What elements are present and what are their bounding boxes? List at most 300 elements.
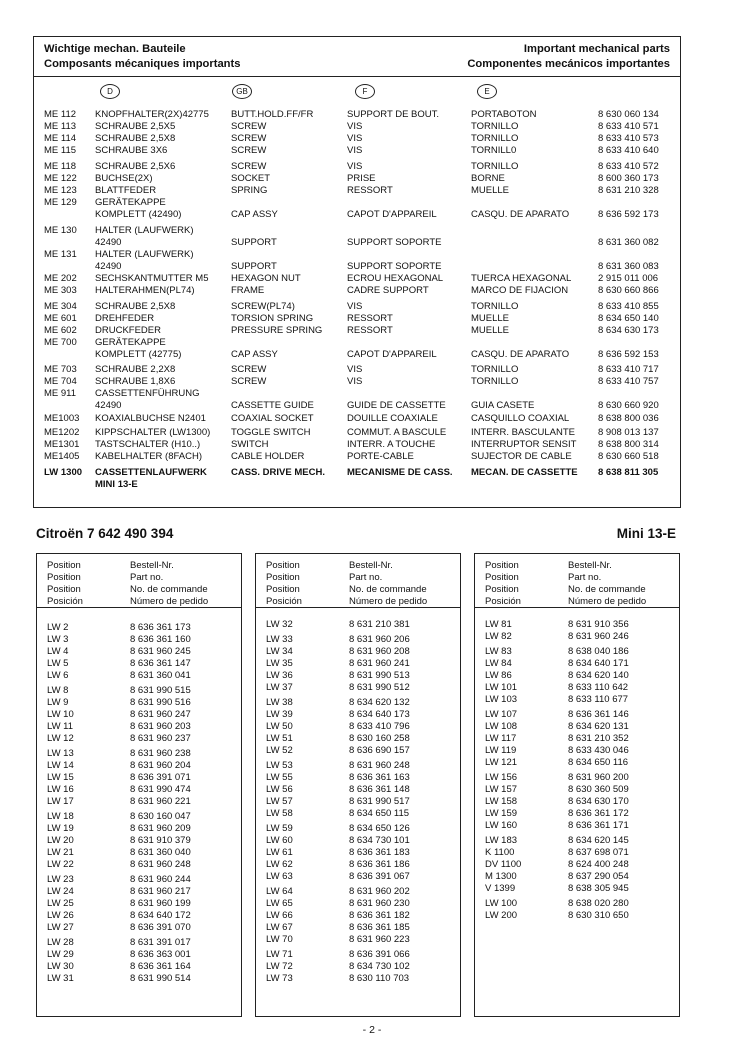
cell-position: LW 52 bbox=[266, 745, 293, 756]
cell-fr: CAPOT D'APPAREIL bbox=[347, 349, 437, 360]
cell-position: LW 11 bbox=[47, 721, 74, 732]
cell-pos: ME 304 bbox=[44, 301, 77, 312]
cell-position: LW 158 bbox=[485, 796, 518, 807]
cell-no: 8 633 410 572 bbox=[598, 161, 659, 172]
cell-order-no: 8 631 960 230 bbox=[349, 898, 410, 909]
header-title-en: Important mechanical parts bbox=[523, 43, 670, 55]
cell-de: SCHRAUBE 2,5X6 bbox=[95, 161, 176, 172]
cell-position: LW 24 bbox=[47, 886, 74, 897]
cell-order-no: 8 636 361 146 bbox=[568, 709, 629, 720]
header-order-no: Bestell-Nr. bbox=[349, 560, 393, 571]
cell-position: LW 3 bbox=[47, 634, 69, 645]
cell-no: 8 631 210 328 bbox=[598, 185, 659, 196]
cell-order-no: 8 631 210 352 bbox=[568, 733, 629, 744]
cell-fr: SUPPORT SOPORTE bbox=[347, 261, 442, 272]
header-position: Posición bbox=[47, 596, 83, 607]
cell-position: LW 53 bbox=[266, 760, 293, 771]
cell-pos: ME1405 bbox=[44, 451, 80, 462]
cell-order-no: 8 631 990 516 bbox=[130, 697, 191, 708]
cell-de: SCHRAUBE 2,5X8 bbox=[95, 133, 176, 144]
cell-order-no: 8 636 391 070 bbox=[130, 922, 191, 933]
cell-es: TORNILL0 bbox=[471, 145, 517, 156]
cell-position: LW 14 bbox=[47, 760, 74, 771]
header-title-de: Wichtige mechan. Bauteile bbox=[44, 43, 186, 55]
header-position: Posición bbox=[485, 596, 521, 607]
cell-no: 8 633 410 717 bbox=[598, 364, 659, 375]
header-title-fr: Composants mécaniques importants bbox=[44, 58, 241, 70]
cell-order-no: 8 634 730 102 bbox=[349, 961, 410, 972]
cell-en: BUTT.HOLD.FF/FR bbox=[231, 109, 314, 120]
lang-badge-de: D bbox=[100, 84, 120, 99]
cell-position: LW 65 bbox=[266, 898, 293, 909]
cell-position: LW 50 bbox=[266, 721, 293, 732]
cell-en: SCREW bbox=[231, 376, 267, 387]
cell-en: SCREW bbox=[231, 121, 267, 132]
cell-pos: ME 202 bbox=[44, 273, 77, 284]
cell-order-no: 8 634 650 126 bbox=[349, 823, 410, 834]
cell-es: CASQUILLO COAXIAL bbox=[471, 413, 570, 424]
mechanical-parts-box bbox=[33, 36, 681, 508]
cell-en: SCREW bbox=[231, 364, 267, 375]
header-position: Position bbox=[485, 560, 519, 571]
cell-order-no: 8 631 960 203 bbox=[130, 721, 191, 732]
cell-order-no: 8 636 361 172 bbox=[568, 808, 629, 819]
header-position: Position bbox=[485, 584, 519, 595]
cell-position: LW 84 bbox=[485, 658, 512, 669]
header-divider bbox=[34, 76, 680, 77]
cell-position: LW 2 bbox=[47, 622, 69, 633]
cell-position: LW 83 bbox=[485, 646, 512, 657]
cell-order-no: 8 631 960 247 bbox=[130, 709, 191, 720]
cell-order-no: 8 636 361 185 bbox=[349, 922, 410, 933]
cell-order-no: 8 631 910 356 bbox=[568, 619, 629, 630]
cell-no: 8 631 360 082 bbox=[598, 237, 659, 248]
cell-position: LW 31 bbox=[47, 973, 74, 984]
cell-position: LW 39 bbox=[266, 709, 293, 720]
cell-position: V 1399 bbox=[485, 883, 516, 894]
cell-en: PRESSURE SPRING bbox=[231, 325, 323, 336]
cell-position: LW 70 bbox=[266, 934, 293, 945]
cell-fr: RESSORT bbox=[347, 185, 393, 196]
cell-pos: ME 113 bbox=[44, 121, 77, 132]
cell-de: BLATTFEDER bbox=[95, 185, 157, 196]
parts-table-2 bbox=[255, 553, 461, 1017]
cell-fr: COMMUT. A BASCULE bbox=[347, 427, 447, 438]
cell-fr: RESSORT bbox=[347, 325, 393, 336]
cell-order-no: 8 636 361 148 bbox=[349, 784, 410, 795]
cell-order-no: 8 631 960 206 bbox=[349, 634, 410, 645]
cell-position: LW 183 bbox=[485, 835, 518, 846]
cell-position: LW 10 bbox=[47, 709, 74, 720]
cell-order-no: 8 634 630 170 bbox=[568, 796, 629, 807]
cell-de: DREHFEDER bbox=[95, 313, 155, 324]
cell-fr: VIS bbox=[347, 121, 363, 132]
cell-de: SECHSKANTMUTTER M5 bbox=[95, 273, 209, 284]
cell-order-no: 8 634 640 171 bbox=[568, 658, 629, 669]
lang-badge-gb: GB bbox=[232, 84, 252, 99]
cell-de: GERÄTEKAPPE bbox=[95, 197, 166, 208]
cell-position: LW 36 bbox=[266, 670, 293, 681]
header-order-no: Número de pedido bbox=[568, 596, 647, 607]
cell-pos: ME1301 bbox=[44, 439, 80, 450]
cell-position: LW 22 bbox=[47, 859, 74, 870]
cell-no: 8 638 800 314 bbox=[598, 439, 659, 450]
cell-position: LW 16 bbox=[47, 784, 74, 795]
cell-position: LW 38 bbox=[266, 697, 293, 708]
cell-position: LW 108 bbox=[485, 721, 518, 732]
cell-order-no: 8 631 960 209 bbox=[130, 823, 191, 834]
cell-de: HALTERAHMEN(PL74) bbox=[95, 285, 195, 296]
cell-es: GUIA CASETE bbox=[471, 400, 535, 411]
cell-pos: ME 602 bbox=[44, 325, 77, 336]
cell-de: KOMPLETT (42775) bbox=[95, 349, 182, 360]
cell-order-no: 8 631 960 208 bbox=[349, 646, 410, 657]
cell-no: 8 600 360 173 bbox=[598, 173, 659, 184]
cell-order-no: 8 631 960 245 bbox=[130, 646, 191, 657]
cell-de: 42490 bbox=[95, 400, 122, 411]
cell-no: 8 633 410 573 bbox=[598, 133, 659, 144]
cell-order-no: 8 636 690 157 bbox=[349, 745, 410, 756]
cell-order-no: 8 634 620 132 bbox=[349, 697, 410, 708]
cell-position: LW 86 bbox=[485, 670, 512, 681]
cell-fr: DOUILLE COAXIALE bbox=[347, 413, 438, 424]
cell-pos: ME1202 bbox=[44, 427, 80, 438]
cell-position: LW 6 bbox=[47, 670, 69, 681]
cell-pos: ME 112 bbox=[44, 109, 77, 120]
header-right bbox=[467, 42, 670, 72]
cell-order-no: 8 636 361 164 bbox=[130, 961, 191, 972]
cell-order-no: 8 636 391 071 bbox=[130, 772, 191, 783]
cell-de: KABELHALTER (8FACH) bbox=[95, 451, 202, 462]
cell-de: DRUCKFEDER bbox=[95, 325, 161, 336]
cell-position: LW 32 bbox=[266, 619, 293, 630]
cell-pos: ME 129 bbox=[44, 197, 77, 208]
cell-fr: SUPPORT DE BOUT. bbox=[347, 109, 440, 120]
cell-position: LW 101 bbox=[485, 682, 518, 693]
cell-position: LW 81 bbox=[485, 619, 512, 630]
cell-position: LW 107 bbox=[485, 709, 518, 720]
cell-no: 8 630 660 866 bbox=[598, 285, 659, 296]
cell-no: 8 633 410 571 bbox=[598, 121, 659, 132]
cell-position: LW 55 bbox=[266, 772, 293, 783]
cell-order-no: 8 631 990 474 bbox=[130, 784, 191, 795]
cell-es: MECAN. DE CASSETTE bbox=[471, 467, 578, 478]
cell-position: LW 30 bbox=[47, 961, 74, 972]
cell-position: DV 1100 bbox=[485, 859, 522, 870]
cell-position: LW 28 bbox=[47, 937, 74, 948]
cell-order-no: 8 636 391 066 bbox=[349, 949, 410, 960]
cell-de: HALTER (LAUFWERK) bbox=[95, 225, 194, 236]
cell-order-no: 8 634 620 145 bbox=[568, 835, 629, 846]
cell-order-no: 8 634 620 140 bbox=[568, 670, 629, 681]
cell-order-no: 8 631 910 379 bbox=[130, 835, 191, 846]
cell-order-no: 8 631 990 517 bbox=[349, 796, 410, 807]
cell-order-no: 8 636 361 171 bbox=[568, 820, 629, 831]
cell-position: LW 59 bbox=[266, 823, 293, 834]
cell-de: MINI 13-E bbox=[95, 479, 138, 490]
cell-order-no: 8 638 020 280 bbox=[568, 898, 629, 909]
cell-order-no: 8 631 990 514 bbox=[130, 973, 191, 984]
cell-order-no: 8 631 360 041 bbox=[130, 670, 191, 681]
cell-es: TUERCA HEXAGONAL bbox=[471, 273, 572, 284]
cell-order-no: 8 636 361 186 bbox=[349, 859, 410, 870]
cell-order-no: 8 634 650 116 bbox=[568, 757, 629, 768]
cell-no: 8 631 360 083 bbox=[598, 261, 659, 272]
cell-pos: ME 911 bbox=[44, 388, 77, 399]
cell-position: LW 103 bbox=[485, 694, 518, 705]
cell-order-no: 8 638 305 945 bbox=[568, 883, 629, 894]
cell-es: MUELLE bbox=[471, 325, 510, 336]
cell-fr: VIS bbox=[347, 133, 363, 144]
cell-de: TASTSCHALTER (H10..) bbox=[95, 439, 201, 450]
cell-order-no: 8 630 360 509 bbox=[568, 784, 629, 795]
cell-de: KNOPFHALTER(2X)42775 bbox=[95, 109, 209, 120]
cell-fr: RESSORT bbox=[347, 313, 393, 324]
cell-no: 8 636 592 173 bbox=[598, 209, 659, 220]
cell-order-no: 8 633 430 046 bbox=[568, 745, 629, 756]
cell-position: LW 20 bbox=[47, 835, 74, 846]
cell-position: LW 23 bbox=[47, 874, 74, 885]
cell-de: SCHRAUBE 2,2X8 bbox=[95, 364, 176, 375]
cell-es: BORNE bbox=[471, 173, 505, 184]
cell-fr: VIS bbox=[347, 161, 363, 172]
cell-position: LW 27 bbox=[47, 922, 74, 933]
cell-no: 8 634 650 140 bbox=[598, 313, 659, 324]
cell-es: MARCO DE FIJACION bbox=[471, 285, 569, 296]
header-order-no: Part no. bbox=[130, 572, 164, 583]
cell-order-no: 8 631 960 241 bbox=[349, 658, 410, 669]
cell-fr: VIS bbox=[347, 364, 363, 375]
cell-de: 42490 bbox=[95, 237, 122, 248]
cell-position: LW 119 bbox=[485, 745, 517, 756]
cell-en: TORSION SPRING bbox=[231, 313, 314, 324]
cell-order-no: 8 631 990 515 bbox=[130, 685, 191, 696]
cell-order-no: 8 636 361 147 bbox=[130, 658, 191, 669]
cell-es: SUJECTOR DE CABLE bbox=[471, 451, 572, 462]
cell-position: LW 72 bbox=[266, 961, 293, 972]
cell-pos: ME 123 bbox=[44, 185, 77, 196]
header-order-no: Part no. bbox=[349, 572, 383, 583]
cell-es: TORNILLO bbox=[471, 301, 519, 312]
cell-order-no: 8 631 990 512 bbox=[349, 682, 410, 693]
cell-no: 8 634 630 173 bbox=[598, 325, 659, 336]
cell-en: TOGGLE SWITCH bbox=[231, 427, 311, 438]
cell-en: SUPPORT bbox=[231, 237, 277, 248]
cell-es: PORTABOTON bbox=[471, 109, 537, 120]
cell-pos: ME 700 bbox=[44, 337, 77, 348]
cell-fr: INTERR. A TOUCHE bbox=[347, 439, 436, 450]
cell-fr: VIS bbox=[347, 145, 363, 156]
cell-position: LW 13 bbox=[47, 748, 74, 759]
cell-en: CABLE HOLDER bbox=[231, 451, 305, 462]
cell-position: LW 64 bbox=[266, 886, 293, 897]
cell-position: K 1100 bbox=[485, 847, 515, 858]
cell-position: LW 159 bbox=[485, 808, 518, 819]
header-order-no: No. de commande bbox=[568, 584, 646, 595]
cell-order-no: 8 631 960 246 bbox=[568, 631, 629, 642]
cell-order-no: 8 633 110 642 bbox=[568, 682, 629, 693]
cell-order-no: 8 631 990 513 bbox=[349, 670, 410, 681]
cell-position: LW 18 bbox=[47, 811, 74, 822]
cell-position: LW 63 bbox=[266, 871, 293, 882]
cell-de: GERÄTEKAPPE bbox=[95, 337, 166, 348]
cell-order-no: 8 636 361 183 bbox=[349, 847, 410, 858]
cell-position: LW 73 bbox=[266, 973, 293, 984]
cell-order-no: 8 633 410 796 bbox=[349, 721, 410, 732]
cell-order-no: 8 631 960 238 bbox=[130, 748, 191, 759]
cell-es: MUELLE bbox=[471, 185, 510, 196]
cell-position: LW 8 bbox=[47, 685, 69, 696]
cell-en: SUPPORT bbox=[231, 261, 277, 272]
cell-order-no: 8 630 160 258 bbox=[349, 733, 410, 744]
cell-position: LW 82 bbox=[485, 631, 512, 642]
header-order-no: Part no. bbox=[568, 572, 602, 583]
cell-fr: PORTE-CABLE bbox=[347, 451, 414, 462]
cell-pos: ME 303 bbox=[44, 285, 77, 296]
cell-en: CASS. DRIVE MECH. bbox=[231, 467, 325, 478]
cell-en: CAP ASSY bbox=[231, 209, 278, 220]
parts-table-1 bbox=[36, 553, 242, 1017]
cell-es: INTERR. BASCULANTE bbox=[471, 427, 575, 438]
cell-order-no: 8 631 960 248 bbox=[349, 760, 410, 771]
cell-position: LW 61 bbox=[266, 847, 293, 858]
cell-fr: PRISE bbox=[347, 173, 376, 184]
cell-no: 8 638 800 036 bbox=[598, 413, 659, 424]
cell-en: CASSETTE GUIDE bbox=[231, 400, 314, 411]
cell-de: SCHRAUBE 1,8X6 bbox=[95, 376, 176, 387]
cell-pos: ME1003 bbox=[44, 413, 80, 424]
header-position: Position bbox=[266, 560, 300, 571]
cell-no: 8 633 410 757 bbox=[598, 376, 659, 387]
cell-en: SCREW(PL74) bbox=[231, 301, 295, 312]
cell-no: 8 638 811 305 bbox=[598, 467, 659, 478]
header-order-no: Número de pedido bbox=[349, 596, 428, 607]
cell-fr: MECANISME DE CASS. bbox=[347, 467, 453, 478]
cell-position: LW 17 bbox=[47, 796, 74, 807]
product-title: Citroën 7 642 490 394 bbox=[36, 526, 174, 541]
cell-order-no: 8 624 400 248 bbox=[568, 859, 629, 870]
cell-pos: ME 122 bbox=[44, 173, 77, 184]
cell-order-no: 8 631 960 204 bbox=[130, 760, 191, 771]
cell-position: LW 67 bbox=[266, 922, 293, 933]
cell-no: 8 633 410 640 bbox=[598, 145, 659, 156]
cell-pos: ME 130 bbox=[44, 225, 77, 236]
cell-order-no: 8 636 361 160 bbox=[130, 634, 191, 645]
cell-position: LW 58 bbox=[266, 808, 293, 819]
cell-en: SOCKET bbox=[231, 173, 271, 184]
cell-order-no: 8 633 110 677 bbox=[568, 694, 629, 705]
cell-order-no: 8 636 361 163 bbox=[349, 772, 410, 783]
cell-position: LW 9 bbox=[47, 697, 69, 708]
header-order-no: Número de pedido bbox=[130, 596, 209, 607]
cell-es: TORNILLO bbox=[471, 364, 519, 375]
cell-es: CASQU. DE APARATO bbox=[471, 349, 570, 360]
header-position: Position bbox=[485, 572, 519, 583]
cell-order-no: 8 631 391 017 bbox=[130, 937, 191, 948]
cell-position: LW 156 bbox=[485, 772, 518, 783]
cell-position: LW 66 bbox=[266, 910, 293, 921]
cell-order-no: 8 636 391 067 bbox=[349, 871, 410, 882]
cell-fr: ECROU HEXAGONAL bbox=[347, 273, 444, 284]
cell-en: HEXAGON NUT bbox=[231, 273, 301, 284]
cell-position: LW 37 bbox=[266, 682, 293, 693]
cell-position: LW 29 bbox=[47, 949, 74, 960]
cell-order-no: 8 630 310 650 bbox=[568, 910, 629, 921]
cell-order-no: 8 637 698 071 bbox=[568, 847, 629, 858]
cell-pos: ME 114 bbox=[44, 133, 77, 144]
cell-order-no: 8 637 290 054 bbox=[568, 871, 629, 882]
cell-position: LW 117 bbox=[485, 733, 517, 744]
cell-de: BUCHSE(2X) bbox=[95, 173, 153, 184]
cell-order-no: 8 630 110 703 bbox=[349, 973, 410, 984]
cell-es: TORNILLO bbox=[471, 121, 519, 132]
cell-no: 8 636 592 153 bbox=[598, 349, 659, 360]
cell-position: LW 157 bbox=[485, 784, 518, 795]
cell-position: LW 26 bbox=[47, 910, 74, 921]
cell-es: MUELLE bbox=[471, 313, 510, 324]
cell-position: LW 51 bbox=[266, 733, 293, 744]
cell-position: LW 57 bbox=[266, 796, 293, 807]
cell-de: KOAXIALBUCHSE N2401 bbox=[95, 413, 206, 424]
cell-de: SCHRAUBE 2,5X5 bbox=[95, 121, 176, 132]
cell-order-no: 8 631 210 381 bbox=[349, 619, 410, 630]
cell-order-no: 8 631 960 202 bbox=[349, 886, 410, 897]
cell-order-no: 8 631 960 221 bbox=[130, 796, 191, 807]
cell-fr: CADRE SUPPORT bbox=[347, 285, 429, 296]
cell-position: LW 5 bbox=[47, 658, 69, 669]
cell-position: LW 100 bbox=[485, 898, 518, 909]
cell-position: LW 21 bbox=[47, 847, 74, 858]
cell-position: LW 25 bbox=[47, 898, 74, 909]
cell-order-no: 8 631 960 199 bbox=[130, 898, 191, 909]
cell-en: SWITCH bbox=[231, 439, 269, 450]
cell-order-no: 8 631 960 217 bbox=[130, 886, 191, 897]
cell-de: SCHRAUBE 3X6 bbox=[95, 145, 168, 156]
header-position: Position bbox=[47, 584, 81, 595]
cell-position: LW 62 bbox=[266, 859, 293, 870]
header-order-no: Bestell-Nr. bbox=[130, 560, 174, 571]
header-title-es: Componentes mecánicos importantes bbox=[467, 58, 670, 70]
cell-pos: ME 703 bbox=[44, 364, 77, 375]
parts-table-3 bbox=[474, 553, 680, 1017]
cell-de: KIPPSCHALTER (LW1300) bbox=[95, 427, 211, 438]
cell-order-no: 8 634 730 101 bbox=[349, 835, 410, 846]
cell-de: KOMPLETT (42490) bbox=[95, 209, 182, 220]
cell-no: 8 630 660 518 bbox=[598, 451, 659, 462]
cell-order-no: 8 634 640 172 bbox=[130, 910, 191, 921]
cell-order-no: 8 631 360 040 bbox=[130, 847, 191, 858]
header-position: Position bbox=[266, 572, 300, 583]
page-number: - 2 - bbox=[362, 1024, 382, 1036]
cell-no: 8 630 660 920 bbox=[598, 400, 659, 411]
cell-en: FRAME bbox=[231, 285, 265, 296]
cell-fr: VIS bbox=[347, 301, 363, 312]
header-position: Posición bbox=[266, 596, 302, 607]
cell-de: CASSETTENLAUFWERK bbox=[95, 467, 207, 478]
cell-de: 42490 bbox=[95, 261, 122, 272]
header-order-no: No. de commande bbox=[130, 584, 208, 595]
header-order-no: Bestell-Nr. bbox=[568, 560, 612, 571]
cell-no: 8 908 013 137 bbox=[598, 427, 659, 438]
cell-pos: ME 601 bbox=[44, 313, 77, 324]
cell-de: HALTER (LAUFWERK) bbox=[95, 249, 194, 260]
cell-fr: CAPOT D'APPAREIL bbox=[347, 209, 437, 220]
cell-order-no: 8 631 960 248 bbox=[130, 859, 191, 870]
header-position: Position bbox=[47, 560, 81, 571]
cell-order-no: 8 636 361 182 bbox=[349, 910, 410, 921]
cell-order-no: 8 631 960 200 bbox=[568, 772, 629, 783]
cell-position: LW 121 bbox=[485, 757, 518, 768]
